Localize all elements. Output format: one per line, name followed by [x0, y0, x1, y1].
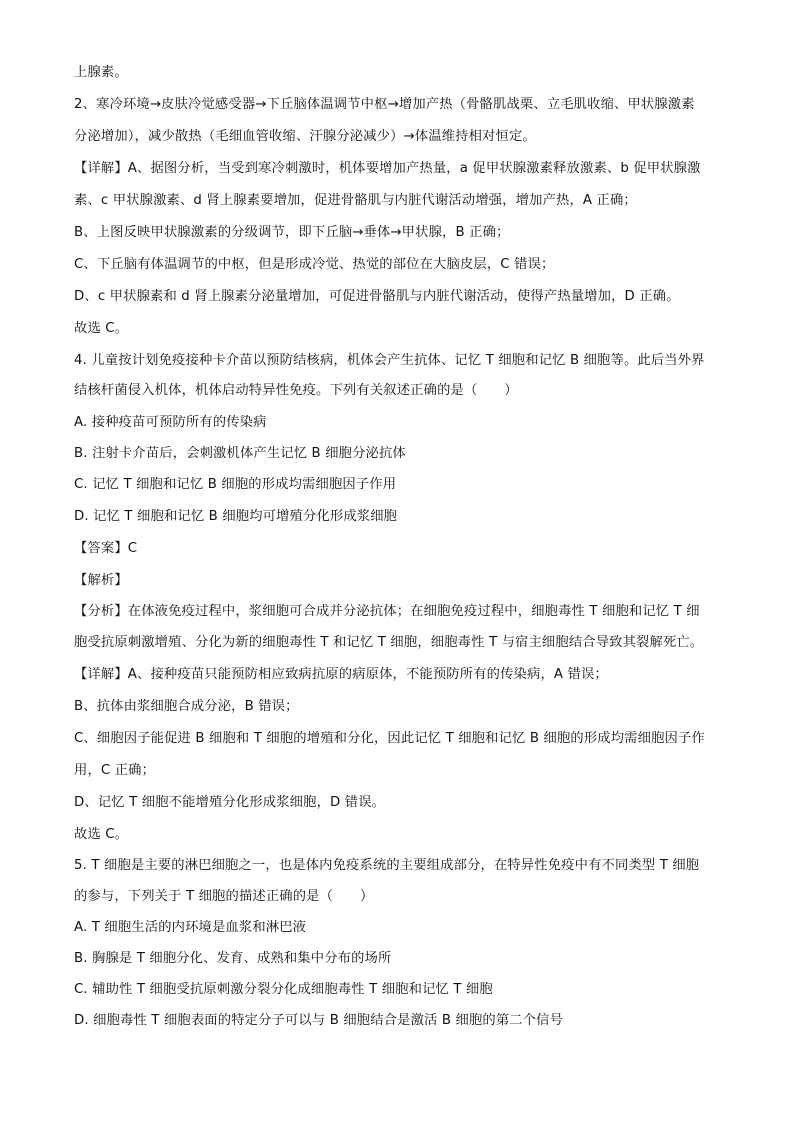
- text-line-detail-a-1: 【详解】A、据图分析，当受到寒冷刺激时，机体要增加产热量，a 促甲状腺激素释放激素、b 促甲状腺激: [74, 161, 701, 176]
- text-line-detail-a-2: 素、c 甲状腺激素、d 肾上腺素要增加，促进骨骼肌与内脏代谢活动增强，增加产热，A 正确；: [74, 193, 637, 208]
- text-line-detail-d: D、c 甲状腺素和 d 肾上腺素分泌量增加，可促进骨骼肌与内脏代谢活动，使得产热量增加，D 正确。: [74, 289, 680, 304]
- question-4-answer: 【答案】C: [74, 541, 138, 556]
- question-5-option-b: B. 胸腺是 T 细胞分化、发育、成熟和集中分布的场所: [74, 951, 392, 966]
- question-4-analysis-1: 【分析】在体液免疫过程中，浆细胞可合成并分泌抗体；在细胞免疫过程中，细胞毒性 T 细胞和记忆 T 细: [74, 604, 700, 619]
- question-4-analysis-heading: 【解析】: [74, 573, 128, 588]
- question-5-option-c: C. 辅助性 T 细胞受抗原刺激分裂分化成细胞毒性 T 细胞和记忆 T 细胞: [74, 982, 493, 997]
- text-line-mechanism-1: 2、寒冷环境→皮肤冷觉感受器→下丘脑体温调节中枢→增加产热（骨骼肌战栗、立毛肌收缩、甲状腺激素: [74, 97, 695, 112]
- question-4-option-b: B. 注射卡介苗后，会刺激机体产生记忆 B 细胞分泌抗体: [74, 446, 406, 461]
- question-4-analysis-2: 胞受抗原刺激增殖、分化为新的细胞毒性 T 和记忆 T 细胞，细胞毒性 T 与宿主细胞结合导致其裂解死亡。: [74, 635, 704, 650]
- question-4-stem-1: 4. 儿童按计划免疫接种卡介苗以预防结核病，机体会产生抗体、记忆 T 细胞和记忆 B 细胞等。此后当外界: [74, 353, 705, 368]
- question-4-option-d: D. 记忆 T 细胞和记忆 B 细胞均可增殖分化形成浆细胞: [74, 509, 398, 524]
- text-line-detail-c: C、下丘脑有体温调节的中枢，但是形成冷觉、热觉的部位在大脑皮层，C 错误；: [74, 257, 555, 272]
- question-4-choice: 故选 C。: [74, 827, 129, 842]
- text-line-mechanism-2: 分泌增加），减少散热（毛细血管收缩、汗腺分泌减少）→体温维持相对恒定。: [74, 129, 536, 144]
- text-line-detail-b: B、上图反映甲状腺激素的分级调节，即下丘脑→垂体→甲状腺，B 正确；: [74, 225, 510, 240]
- text-line-continuation: 上腺素。: [74, 65, 128, 80]
- question-4-option-a: A. 接种疫苗可预防所有的传染病: [74, 415, 267, 430]
- question-4-detail-d: D、记忆 T 细胞不能增殖分化形成浆细胞，D 错误。: [74, 795, 386, 810]
- text-line-choice-q3: 故选 C。: [74, 321, 129, 336]
- question-5-stem-2: 的参与，下列关于 T 细胞的描述正确的是（ ）: [74, 889, 374, 904]
- question-5-option-a: A. T 细胞生活的内环境是血浆和淋巴液: [74, 920, 307, 935]
- question-4-detail-b: B、抗体由浆细胞合成分泌，B 错误；: [74, 699, 299, 714]
- question-4-option-c: C. 记忆 T 细胞和记忆 B 细胞的形成均需细胞因子作用: [74, 477, 397, 492]
- question-4-detail-c-1: C、细胞因子能促进 B 细胞和 T 细胞的增殖和分化，因此记忆 T 细胞和记忆 B 细胞的形成均需细胞因子作: [74, 731, 705, 746]
- question-5-stem-1: 5. T 细胞是主要的淋巴细胞之一，也是体内免疫系统的主要组成部分，在特异性免疫中有不同类型 T 细胞: [74, 858, 700, 873]
- question-4-stem-2: 结核杆菌侵入机体，机体启动特异性免疫。下列有关叙述正确的是（ ）: [74, 383, 518, 398]
- question-5-option-d: D. 细胞毒性 T 细胞表面的特定分子可以与 B 细胞结合是激活 B 细胞的第二个信号: [74, 1013, 564, 1028]
- question-4-detail-a: 【详解】A、接种疫苗只能预防相应致病抗原的病原体，不能预防所有的传染病，A 错误；: [74, 667, 608, 682]
- question-4-detail-c-2: 用，C 正确；: [74, 763, 156, 778]
